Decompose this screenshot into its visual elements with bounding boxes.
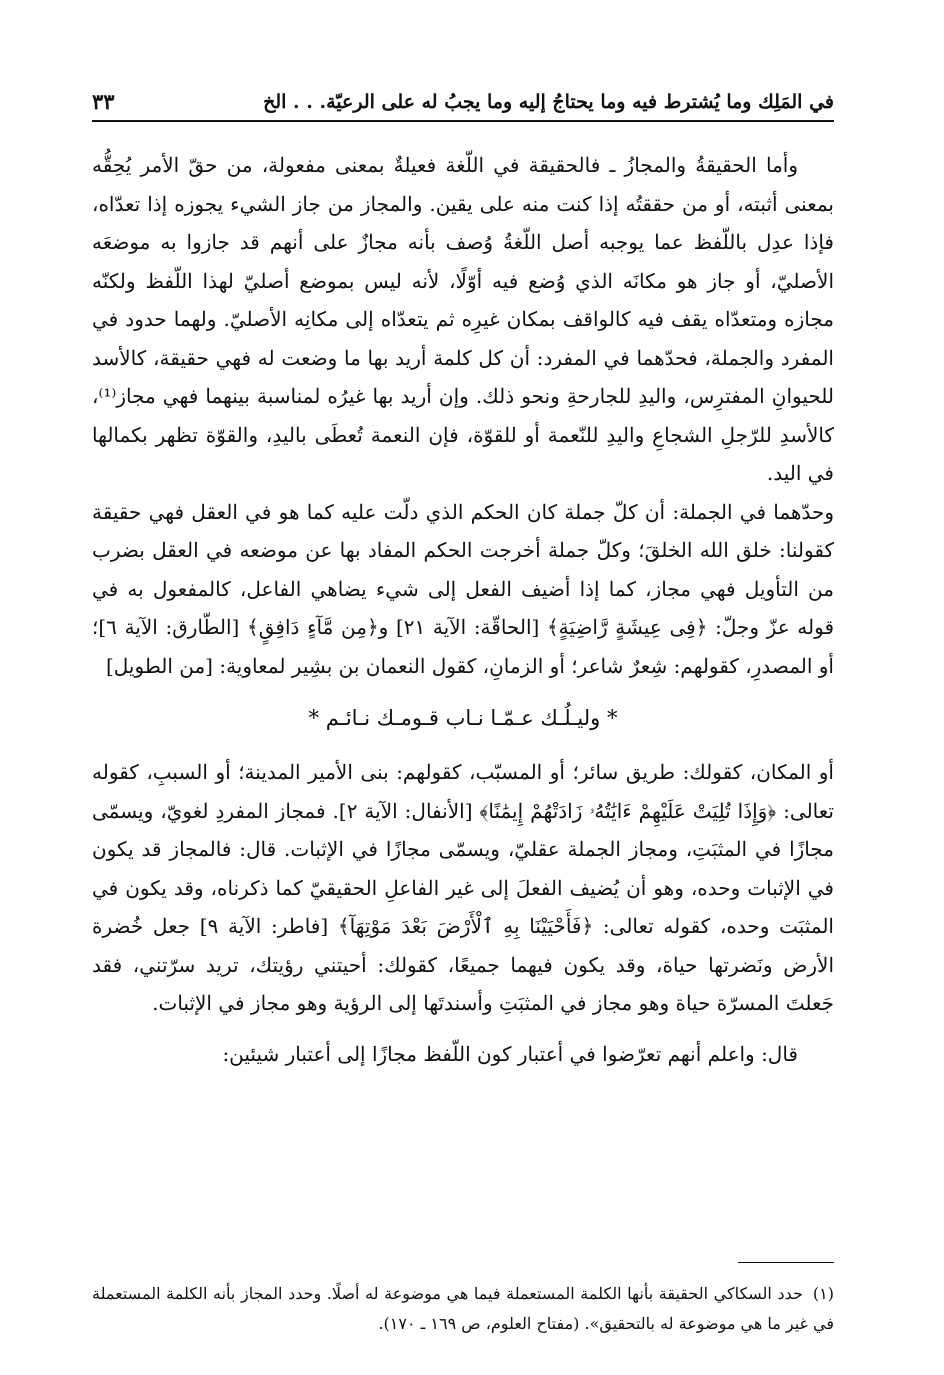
page-number: ٣٣: [92, 89, 115, 114]
poetry-verse: * وليـلُـك عـمّـا نـاب قـومـك نـائـم *: [308, 706, 618, 730]
paragraph-place-cause: أو المكان، كقولك: طريق سائر؛ أو المسبّب، كقولهم: بنى الأمير المدينة؛ أو السببِ، كقوله تعالى: ﴿وَإِذَا تُلِيَتْ عَلَيْهِمْ ءَايَٰتُهُۥ زَادَتْهُمْ إِيمَٰنًا﴾ [الأنفال: الآية ٢]. فمجاز المفردِ لغويّ، ويسمّى مجازًا في المثبَتِ، ومجاز الجملة عقليّ، ويسمّى مجازًا في الإثبات. قال: فالمجاز قد يكون في الإثبات وحده، وهو أن يُضيف الفعلَ إلى غير الفاعلِ الحقيقيّ كما ذكرناه، وقد يكون في المثبَت وحده، كقوله تعالى: ﴿فَأَحْيَيْنَا بِهِ ٱلْأَرْضَ بَعْدَ مَوْتِهَآ﴾ [فاطر: الآية ٩] جعل خُضرة الأرض ونَضرتها حياة، وقد يكون فيهما جميعًا، كقولك: أحيتني رؤيتك، تريد سرّتني، فقد جَعلتَ المسرّة حياة وهو مجاز في المثبَتِ وأسندتَها إلى الرؤية وهو مجاز في الإثبات.: [92, 760, 834, 1015]
header-title: في المَلِك وما يُشترط فيه وما يحتاجُ إليه وما يجبُ له على الرعيّة. . . الخ: [263, 91, 834, 113]
paragraph-definition: وأما الحقيقةُ والمجازُ ـ فالحقيقة في اللّغة فعيلةٌ بمعنى مفعولة، من حقّ الأمر يُحِقُّه بمعنى أثبته، أو من حققتُه إذا كنت منه على يقين. والمجاز من جاز الشيء يجوزه إذا تعدّاه، فإذا عدِل باللّفظ عما يوجبه أصل اللّغةُ وُصف بأنه مجازٌ على أنهم قد جازوا به موضعَه الأصليّ، أو جاز هو مكانَه الذي وُضع فيه أوّلًا، لأنه ليس بموضع أصليّ لهذا اللّفظ ولكنّه مجازه ومتعدّاه يقف فيه كالواقف بمكان غيرِه ثم يتعدّاه إلى مكانِه الأصليّ. ولهما حدود في المفرد والجملة، فحدّهما في المفرد: أن كل كلمة أريد بها ما وضعت له فهي حقيقة، كالأسد للحيوانِ المفترِس، واليدِ للجارحةِ ونحو ذلك. وإن أريد بها غيرُه لمناسبة بينهما فهي مجاز⁽¹⁾، كالأسدِ للرّجلِ الشجاعِ واليدِ للنّعمة أو للقوّة، فإن النعمة تُعطَى باليدِ، والقوّة تظهر بكمالها في اليد.: [92, 153, 834, 485]
paragraph-closing: قال: واعلم أنهم تعرّضوا في أعتبار كون اللّفظ مجازًا إلى أعتبار شيئين:: [222, 1041, 798, 1066]
footnote-text: حدد السكاكي الحقيقة بأنها الكلمة المستعملة فيما هي موضوعة له أصلًا. وحدد المجاز بأنه الكلمة المستعملة في غير ما هي موضوعة له بالتحقيق». (مفتاح العلوم، ص ١٦٩ ـ ١٧٠).: [92, 1284, 834, 1333]
main-text: [92, 146, 834, 1073]
footnote-number: (١): [812, 1284, 834, 1303]
running-header: [92, 86, 834, 122]
paragraph-gap: [92, 1023, 834, 1035]
footnote: [92, 1279, 834, 1339]
paragraph-sentence-definition: وحدّهما في الجملة: أن كلّ جملة كان الحكم الذي دلّت عليه كما هو في العقل فهي حقيقة كقولنا: خلق الله الخلقَ؛ وكلّ جملة أخرجت الحكم المفاد بها عن موضعه في العقل بضرب من التأويل فهي مجاز، كما إذا أضيف الفعل إلى شيء يضاهي الفاعل، كالمفعول به في قوله عزّ وجلّ: ﴿فِى عِيشَةٍ رَّاضِيَةٍ﴾ [الحاقّة: الآية ٢١] و﴿مِن مَّآءٍ دَافِقٍ﴾ [الطّارق: الآية ٦]؛ أو المصدرِ، كقولهم: شِعرٌ شاعر؛ أو الزمانِ، كقول النعمان بن بشِير لمعاوية: [من الطويل]: [92, 499, 834, 678]
footnote-divider: [738, 1262, 834, 1263]
